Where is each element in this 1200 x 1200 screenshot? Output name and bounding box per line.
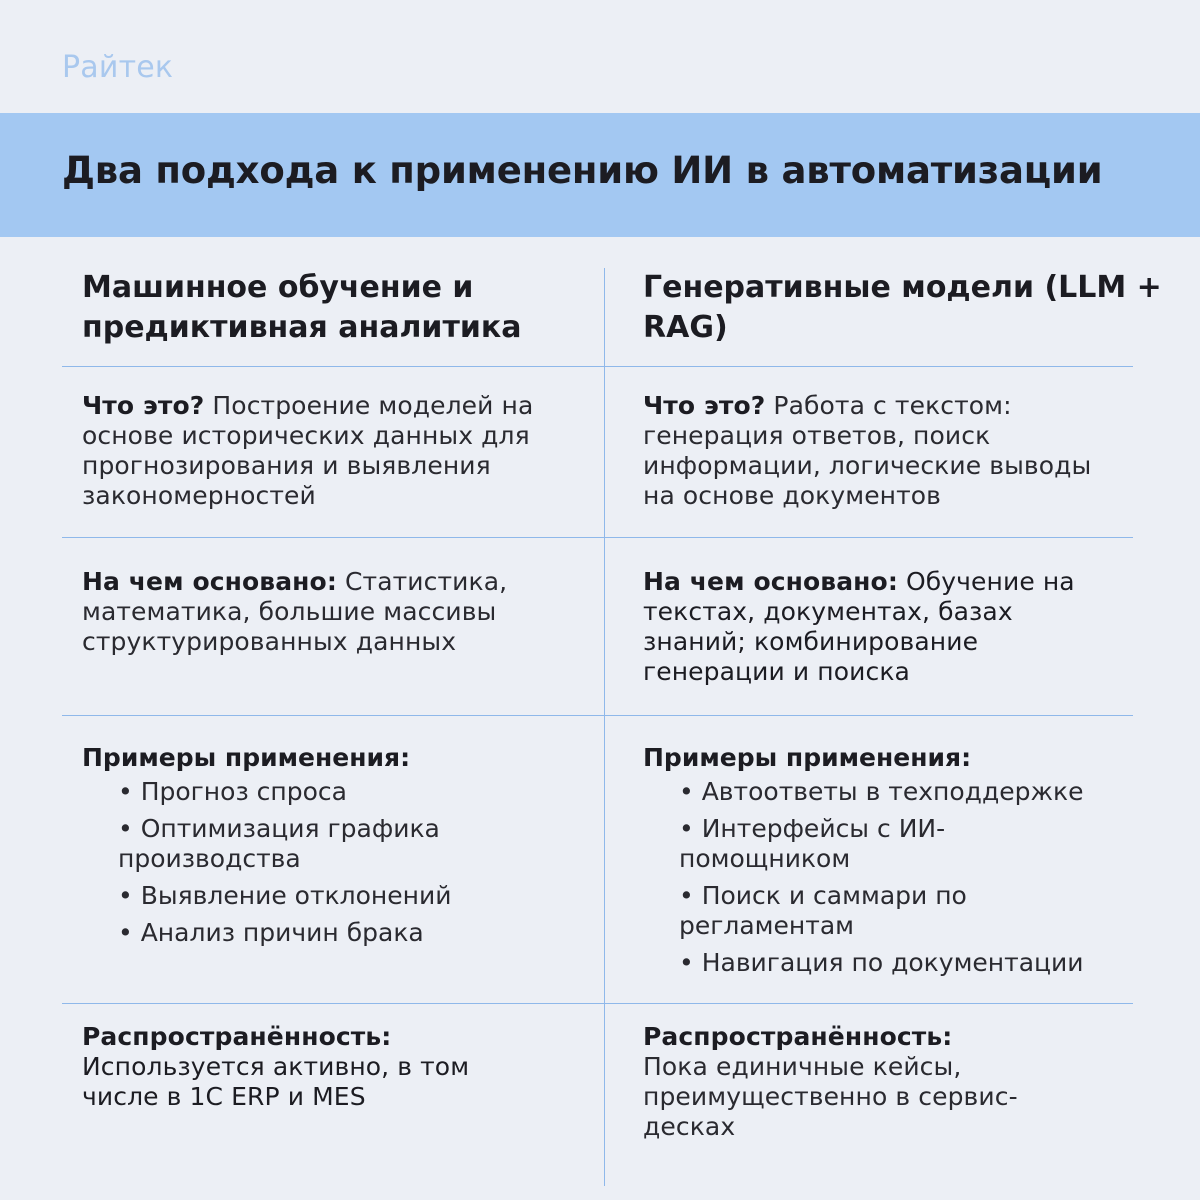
genai-based-block: [643, 567, 1093, 687]
ml-examples-list: [82, 777, 552, 948]
column-divider: [604, 268, 605, 1186]
row-divider: [62, 715, 1133, 716]
list-item: • Навигация по документации: [679, 948, 1084, 977]
page-title: Два подхода к применению ИИ в автоматизации: [62, 149, 1103, 192]
spread-text: Пока единичные кейсы, преимущественно в сервис-десках: [643, 1052, 1018, 1141]
brand-logo: Райтек: [62, 50, 174, 85]
spread-label: Распространённость:: [82, 1022, 392, 1051]
ml-what-block: [82, 391, 587, 511]
row-divider: [62, 1003, 1133, 1004]
ml-spread-block: [82, 1022, 542, 1112]
list-item: • Оптимизация графика производства: [118, 814, 440, 873]
spread-text: Используется активно, в том числе в 1С ERP и MES: [82, 1052, 470, 1111]
based-label: На чем основано:: [643, 567, 898, 596]
column-heading-ml: Машинное обучение и предиктивная аналитика: [82, 270, 522, 345]
ml-examples-block: [82, 743, 552, 955]
genai-what-block: [643, 391, 1103, 511]
row-divider: [62, 537, 1133, 538]
column-heading-genai: Генеративные модели (LLM + RAG): [643, 270, 1162, 345]
spread-label: Распространённость:: [643, 1022, 953, 1051]
what-label: Что это?: [82, 391, 205, 420]
genai-examples-block: [643, 743, 1163, 985]
list-item: • Анализ причин брака: [118, 918, 424, 947]
what-text: Построение моделей на основе исторических данных для прогнозирования и выявления закономерностей: [82, 391, 534, 510]
list-item: • Выявление отклонений: [118, 881, 452, 910]
based-text: Статистика, математика, большие массивы структурированных данных: [82, 567, 508, 656]
list-item: • Интерфейсы с ИИ-помощником: [679, 814, 946, 873]
genai-spread-block: [643, 1022, 1023, 1142]
row-divider: [62, 366, 1133, 367]
ml-based-block: [82, 567, 552, 657]
what-label: Что это?: [643, 391, 766, 420]
list-item: • Автоответы в техподдержке: [679, 777, 1084, 806]
genai-examples-list: [643, 777, 1163, 978]
based-text: Обучение на текстах, документах, базах знаний; комбинирование генерации и поиска: [643, 567, 1075, 686]
list-item: • Поиск и саммари по регламентам: [679, 881, 967, 940]
examples-label: Примеры применения:: [643, 743, 972, 772]
list-item: • Прогноз спроса: [118, 777, 348, 806]
based-label: На чем основано:: [82, 567, 337, 596]
examples-label: Примеры применения:: [82, 743, 411, 772]
what-text: Работа с текстом: генерация ответов, поиск информации, логические выводы на основе документов: [643, 391, 1092, 510]
